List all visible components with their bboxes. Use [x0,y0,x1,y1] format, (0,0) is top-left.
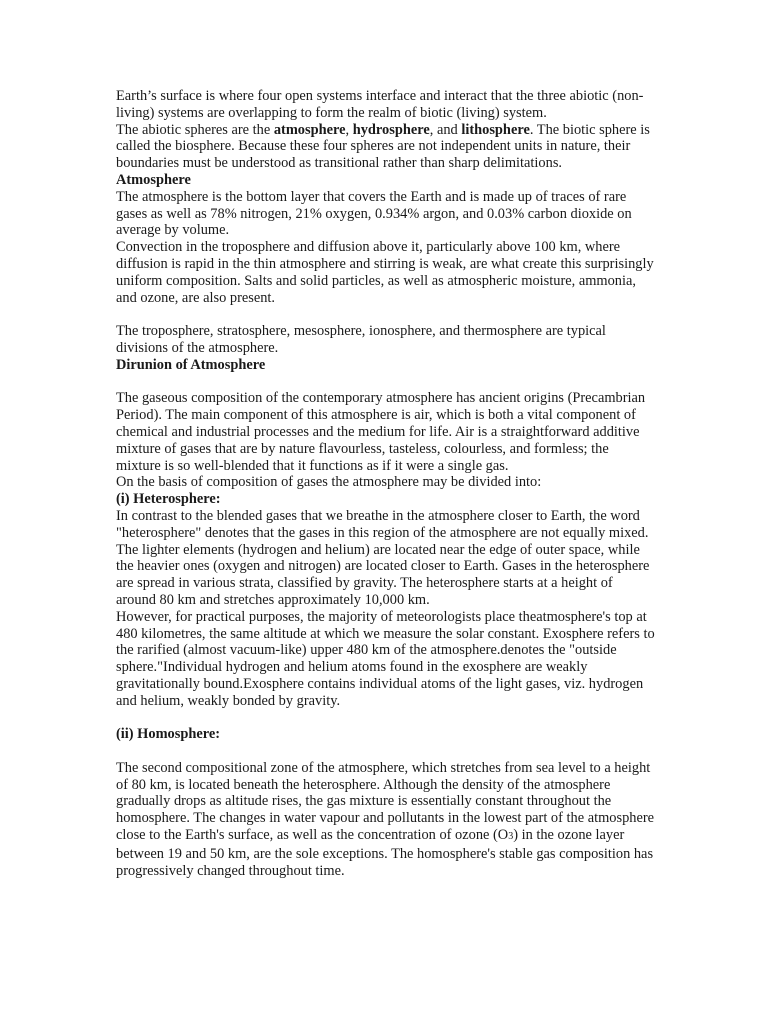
paragraph-gap [116,374,656,391]
heading-atmosphere [116,172,656,189]
dirunion-paragraph-2: On the basis of composition of gases the atmosphere may be divided into: [116,474,542,491]
paragraph-gap [116,709,656,726]
homosphere-paragraph-1 [116,760,656,880]
heterosphere-paragraph-1: In contrast to the blended gases that we breathe in the atmosphere closer to Earth, the word "heterosphere" denotes that the gases in this region of the atmosphere are not equally mixed. The lighter elements (hydrogen and helium) are located near the edge of outer space, while the heavier ones (oxygen and nitrogen) are located closer to Earth. Gases in the heterosphere are spread in various strata, classified by gravity. The heterosphere starts at a height of around 80 km and stretches approximately 10,000 km. [116,507,650,608]
heading-homosphere-text: (ii) Homosphere: [116,726,221,743]
document-page [116,88,656,879]
paragraph-gap [116,743,656,760]
heading-dirunion-text: Dirunion of Atmosphere [116,356,266,373]
paragraph-gap [116,306,656,323]
intro-paragraph-2 [116,122,656,172]
heading-heterosphere-text: (i) Heterosphere: [116,491,221,508]
atmosphere-paragraph-3: The troposphere, stratosphere, mesosphere, ionosphere, and thermosphere are typical divisions of the atmosphere. [116,323,606,356]
intro-p2-and: , and [429,121,462,138]
term-hydrosphere: hydrosphere [352,121,430,138]
intro-paragraph-1: Earth’s surface is where four open systems interface and interact that the three abiotic (non-living) systems are overlapping to form the realm of biotic (living) system. [116,88,644,121]
intro-p2-end: . The biotic sphere is called the biosphere. Because these four spheres are not independent units in nature, their boundaries must be understood as transitional rather than sharp delimitations. [116,121,650,172]
hom-p1-end: ) in the ozone layer between 19 and 50 km, are the sole exceptions. The homosphere's stable gas composition has progressively changed throughout time. [116,827,654,879]
heading-atmosphere-text: Atmosphere [116,171,191,188]
dirunion-paragraph-1: The gaseous composition of the contemporary atmosphere has ancient origins (Precambrian Period). The main component of this atmosphere is air, which is both a vital component of chemical and industrial processes and the medium for life. Air is a straightforward additive mixture of gases that are by nature flavourless, tasteless, colourless, and formless; the mixture is so well-blended that it functions as if it were a single gas. [116,390,646,474]
atmosphere-paragraph-1: The atmosphere is the bottom layer that covers the Earth and is made up of traces of rare gases as well as 78% nitrogen, 21% oxygen, 0.934% argon, and 0.03% carbon dioxide on average by volume. [116,188,632,239]
heading-heterosphere [116,491,656,508]
term-atmosphere: atmosphere [273,121,346,138]
atmosphere-paragraph-2: Convection in the troposphere and diffusion above it, particularly above 100 km, where diffusion is rapid in the thin atmosphere and stirring is weak, are what create this surprisingly uniform composition. Salts and solid particles, as well as atmospheric moisture, ammonia, and ozone, are also present. [116,239,654,306]
heterosphere-paragraph-2: However, for practical purposes, the majority of meteorologists place theatmosphere's top at 480 kilometres, the same altitude at which we measure the solar constant. Exosphere refers to the rarified (almost vacuum-like) upper 480 km of the atmosphere.denotes the "outside sphere."Individual hydrogen and helium atoms found in the exosphere are weakly gravitationally bound.Exosphere contains individual atoms of the light gases, viz. hydrogen and helium, weakly bonded by gravity. [116,608,655,709]
ozone-subscript: 3 [508,831,514,843]
heading-dirunion [116,357,656,374]
intro-p2-comma: , [345,121,353,138]
heading-homosphere [116,726,656,743]
hom-p1-start: The second compositional zone of the atmosphere, which stretches from sea level to a height of 80 km, is located beneath the heterosphere. Although the density of the atmosphere gradually drops as altitude rises, the gas mixture is essentially constant throughout the homosphere. The changes in water vapour and pollutants in the lowest part of the atmosphere close to the Earth's surface, as well as the concentration of ozone (O [116,759,655,844]
term-lithosphere: lithosphere [461,121,530,138]
intro-p2-start: The abiotic spheres are the [116,121,274,138]
